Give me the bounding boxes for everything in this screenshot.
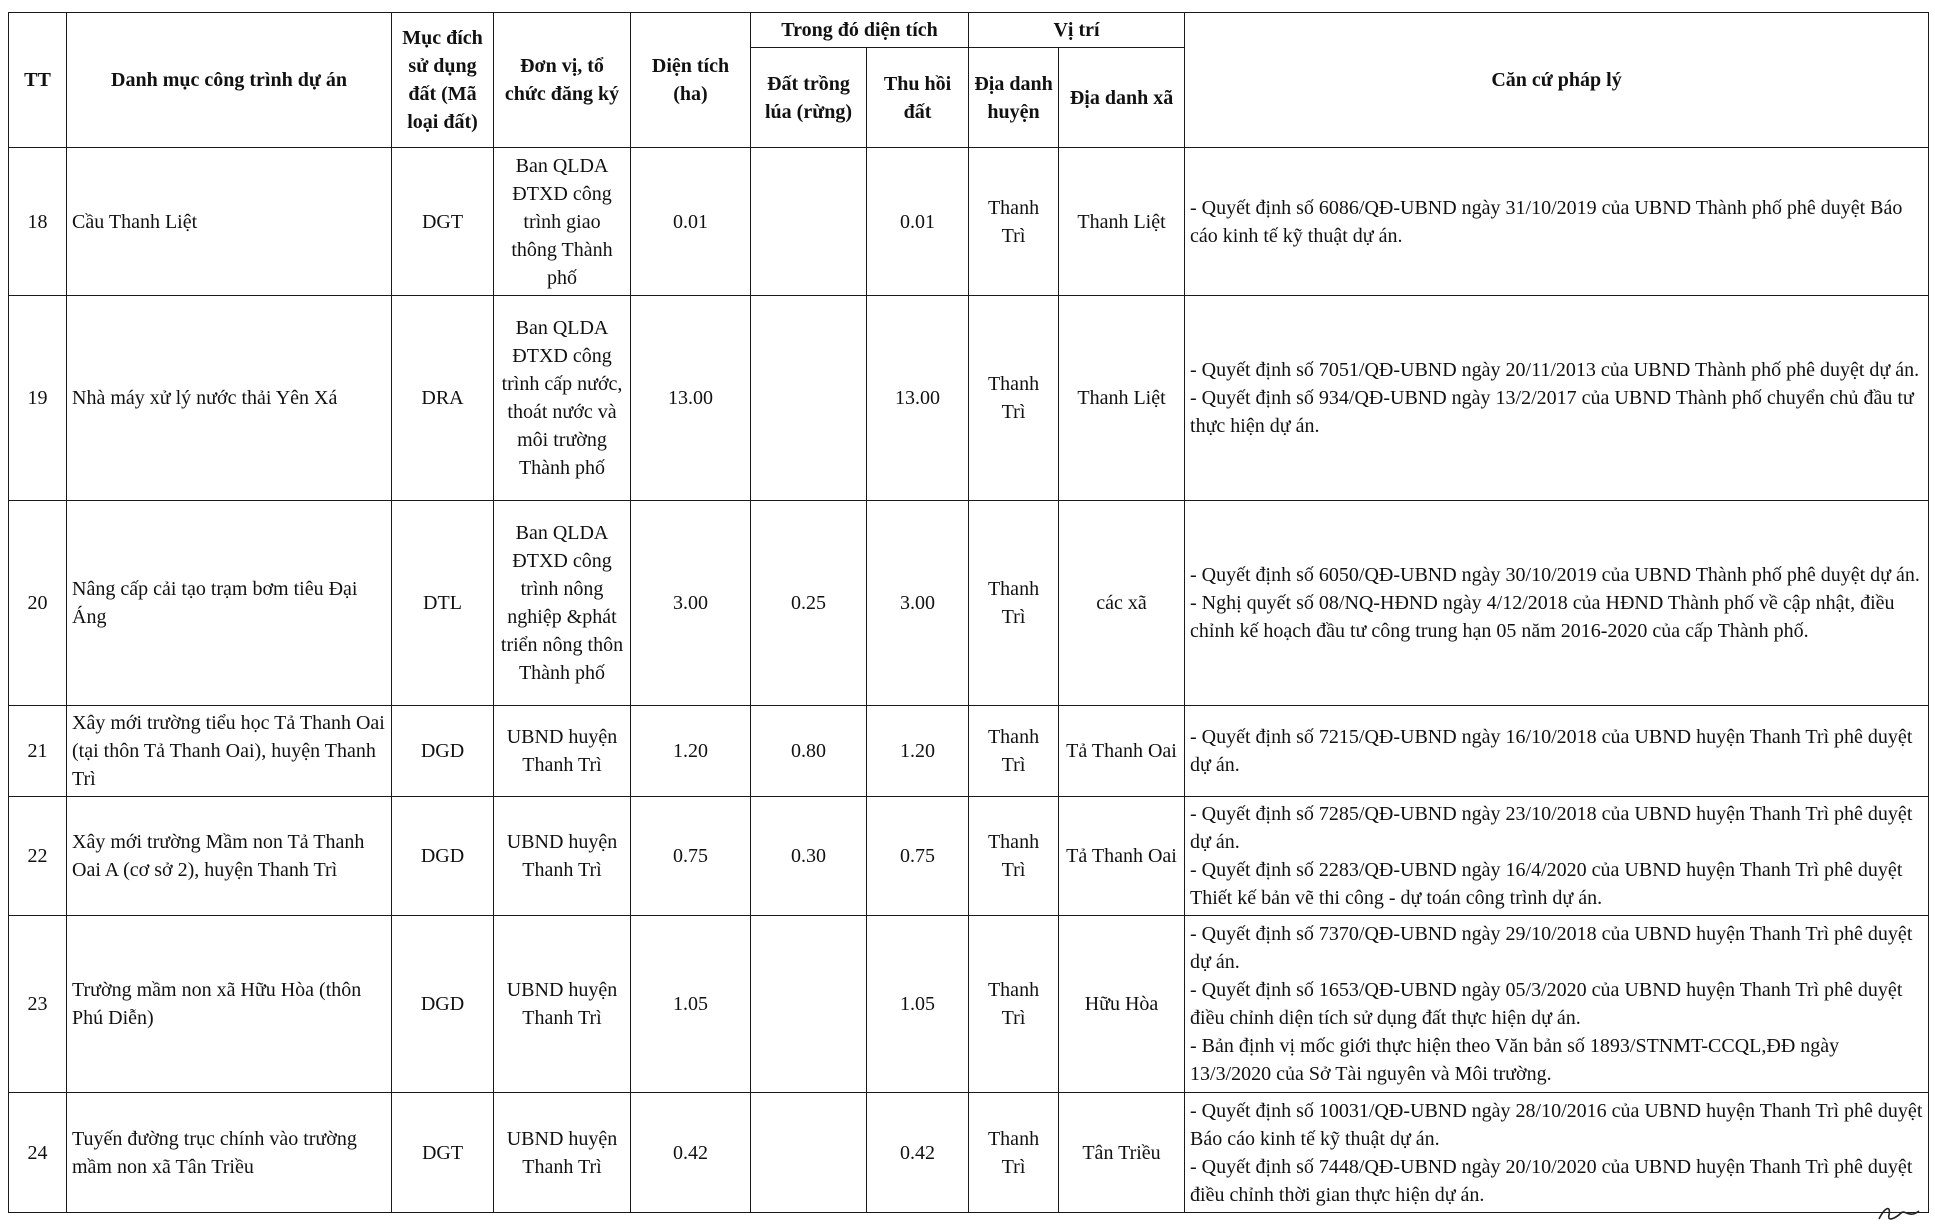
legal-line: - Quyết định số 1653/QĐ-UBND ngày 05/3/2020 của UBND huyện Thanh Trì phê duyệt điều chỉnh diện tích sử dụng đất thực hiện dự án. [1190, 979, 1903, 1029]
header-unit: Đơn vị, tổ chức đăng ký [494, 13, 631, 148]
row-tt: 24 [9, 1093, 67, 1213]
row-project: Cầu Thanh Liệt [67, 148, 392, 296]
row-code: DGD [392, 706, 494, 797]
row-rice [751, 296, 867, 501]
row-area: 1.20 [631, 706, 751, 797]
row-district: Thanh Trì [969, 797, 1059, 916]
table-header [9, 13, 1929, 148]
row-unit: Ban QLDA ĐTXD công trình cấp nước, thoát nước và môi trường Thành phố [494, 296, 631, 501]
header-location: Vị trí [969, 13, 1185, 48]
header-commune: Địa danh xã [1059, 48, 1185, 148]
row-commune: Tân Triều [1059, 1093, 1185, 1213]
row-recovered: 1.05 [867, 916, 969, 1093]
legal-line: - Quyết định số 934/QĐ-UBND ngày 13/2/2017 của UBND Thành phố chuyển chủ đầu tư thực hiện dự án. [1190, 387, 1914, 437]
row-rice [751, 916, 867, 1093]
table-row [9, 797, 1929, 916]
row-rice: 0.30 [751, 797, 867, 916]
row-project: Tuyến đường trục chính vào trường mầm non xã Tân Triều [67, 1093, 392, 1213]
header-tt: TT [9, 13, 67, 148]
row-unit: Ban QLDA ĐTXD công trình giao thông Thành phố [494, 148, 631, 296]
row-tt: 22 [9, 797, 67, 916]
header-legal: Căn cứ pháp lý [1185, 13, 1929, 148]
row-code: DGT [392, 1093, 494, 1213]
header-of-which: Trong đó diện tích [751, 13, 969, 48]
row-recovered: 3.00 [867, 501, 969, 706]
row-district: Thanh Trì [969, 706, 1059, 797]
legal-line: - Quyết định số 6086/QĐ-UBND ngày 31/10/2019 của UBND Thành phố phê duyệt Báo cáo kinh tế kỹ thuật dự án. [1190, 196, 1903, 247]
row-unit: UBND huyện Thanh Trì [494, 1093, 631, 1213]
legal-line: - Quyết định số 7285/QĐ-UBND ngày 23/10/2018 của UBND huyện Thanh Trì phê duyệt dự án. [1190, 803, 1913, 853]
row-tt: 21 [9, 706, 67, 797]
row-area: 3.00 [631, 501, 751, 706]
table-row [9, 706, 1929, 797]
table-row [9, 296, 1929, 501]
legal-line: - Bản định vị mốc giới thực hiện theo Văn bản số 1893/STNMT-CCQL,ĐĐ ngày 13/3/2020 của Sở Tài nguyên và Môi trường. [1190, 1035, 1840, 1085]
row-unit: UBND huyện Thanh Trì [494, 706, 631, 797]
row-legal [1185, 501, 1929, 706]
row-project: Nhà máy xử lý nước thải Yên Xá [67, 296, 392, 501]
row-recovered: 0.01 [867, 148, 969, 296]
row-code: DTL [392, 501, 494, 706]
header-district: Địa danh huyện [969, 48, 1059, 148]
row-legal [1185, 296, 1929, 501]
row-tt: 19 [9, 296, 67, 501]
legal-line: - Quyết định số 7448/QĐ-UBND ngày 20/10/2020 của UBND huyện Thanh Trì phê duyệt điều chỉnh thời gian thực hiện dự án. [1190, 1155, 1913, 1206]
header-project: Danh mục công trình dự án [67, 13, 392, 148]
header-purpose: Mục đích sử dụng đất (Mã loại đất) [392, 13, 494, 148]
header-rice: Đất trồng lúa (rừng) [751, 48, 867, 148]
row-commune: Tả Thanh Oai [1059, 797, 1185, 916]
row-rice [751, 1093, 867, 1213]
row-legal [1185, 797, 1929, 916]
row-district: Thanh Trì [969, 501, 1059, 706]
row-recovered: 1.20 [867, 706, 969, 797]
row-tt: 18 [9, 148, 67, 296]
row-unit: Ban QLDA ĐTXD công trình nông nghiệp &phát triển nông thôn Thành phố [494, 501, 631, 706]
row-recovered: 0.42 [867, 1093, 969, 1213]
header-area: Diện tích (ha) [631, 13, 751, 148]
table-row [9, 148, 1929, 296]
row-district: Thanh Trì [969, 1093, 1059, 1213]
row-area: 0.75 [631, 797, 751, 916]
row-commune: Tả Thanh Oai [1059, 706, 1185, 797]
row-recovered: 0.75 [867, 797, 969, 916]
table-row [9, 1093, 1929, 1213]
row-legal [1185, 916, 1929, 1093]
row-commune: Thanh Liệt [1059, 148, 1185, 296]
row-district: Thanh Trì [969, 296, 1059, 501]
row-area: 0.01 [631, 148, 751, 296]
legal-line: - Quyết định số 2283/QĐ-UBND ngày 16/4/2020 của UBND huyện Thanh Trì phê duyệt Thiết kế bản vẽ thi công - dự toán công trình dự án. [1190, 859, 1903, 909]
row-legal [1185, 706, 1929, 797]
row-commune: Thanh Liệt [1059, 296, 1185, 501]
row-unit: UBND huyện Thanh Trì [494, 797, 631, 916]
row-district: Thanh Trì [969, 148, 1059, 296]
row-rice: 0.25 [751, 501, 867, 706]
row-project: Xây mới trường Mầm non Tả Thanh Oai A (cơ sở 2), huyện Thanh Trì [67, 797, 392, 916]
row-unit: UBND huyện Thanh Trì [494, 916, 631, 1093]
row-project: Xây mới trường tiểu học Tả Thanh Oai (tại thôn Tả Thanh Oai), huyện Thanh Trì [67, 706, 392, 797]
row-rice: 0.80 [751, 706, 867, 797]
row-tt: 23 [9, 916, 67, 1093]
row-legal [1185, 1093, 1929, 1213]
land-use-project-table [8, 12, 1929, 1213]
row-project: Trường mầm non xã Hữu Hòa (thôn Phú Diễn) [67, 916, 392, 1093]
row-commune: các xã [1059, 501, 1185, 706]
row-area: 13.00 [631, 296, 751, 501]
legal-line: - Nghị quyết số 08/NQ-HĐND ngày 4/12/2018 của HĐND Thành phố về cập nhật, điều chỉnh kế hoạch đầu tư công trung hạn 05 năm 2016-2020 của cấp Thành phố. [1190, 592, 1895, 642]
row-code: DGD [392, 916, 494, 1093]
signature-mark [1875, 1197, 1923, 1227]
row-code: DRA [392, 296, 494, 501]
table-row [9, 501, 1929, 706]
header-recovered: Thu hồi đất [867, 48, 969, 148]
row-code: DGD [392, 797, 494, 916]
document-page [8, 12, 1929, 1213]
row-area: 0.42 [631, 1093, 751, 1213]
legal-line: - Quyết định số 10031/QĐ-UBND ngày 28/10/2016 của UBND huyện Thanh Trì phê duyệt Báo cáo kinh tế kỹ thuật dự án. [1190, 1099, 1923, 1150]
table-body [9, 148, 1929, 1213]
row-area: 1.05 [631, 916, 751, 1093]
row-code: DGT [392, 148, 494, 296]
legal-line: - Quyết định số 7051/QĐ-UBND ngày 20/11/2013 của UBND Thành phố phê duyệt dự án. [1190, 359, 1920, 381]
legal-line: - Quyết định số 7370/QĐ-UBND ngày 29/10/2018 của UBND huyện Thanh Trì phê duyệt dự án. [1190, 923, 1913, 973]
row-legal [1185, 148, 1929, 296]
table-row [9, 916, 1929, 1093]
row-commune: Hữu Hòa [1059, 916, 1185, 1093]
legal-line: - Quyết định số 7215/QĐ-UBND ngày 16/10/2018 của UBND huyện Thanh Trì phê duyệt dự án. [1190, 726, 1913, 776]
row-rice [751, 148, 867, 296]
row-recovered: 13.00 [867, 296, 969, 501]
row-project: Nâng cấp cải tạo trạm bơm tiêu Đại Áng [67, 501, 392, 706]
legal-line: - Quyết định số 6050/QĐ-UBND ngày 30/10/2019 của UBND Thành phố phê duyệt dự án. [1190, 564, 1920, 586]
row-tt: 20 [9, 501, 67, 706]
row-district: Thanh Trì [969, 916, 1059, 1093]
